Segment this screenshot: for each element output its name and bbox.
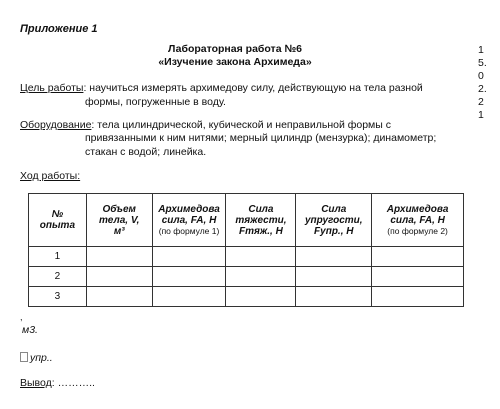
- aim-line-2: формы, погруженные в воду.: [85, 96, 226, 108]
- table-cell: [86, 247, 152, 267]
- aim-label: Цель работы: [20, 82, 84, 94]
- equipment-line-1: [20, 119, 391, 131]
- elastic-force-label: упр..: [30, 352, 53, 364]
- margin-numbers: [478, 44, 487, 122]
- header-note: (по формуле 1): [158, 225, 220, 236]
- table-cell: [296, 267, 372, 287]
- appendix-label: Приложение 1: [20, 23, 98, 35]
- header-line: упругости,: [304, 214, 363, 226]
- equipment-label: Оборудование: [20, 119, 92, 131]
- header-line: Объем: [102, 203, 136, 215]
- equipment-line-2: привязанными к ним нитями; мерный цилиндр (мензурка); динамометр;: [85, 132, 437, 144]
- stray-comma: ,: [20, 312, 23, 322]
- table-cell: [152, 247, 226, 267]
- header-line: Fтяж., Н: [239, 225, 283, 237]
- header-line: сила, FA, Н: [390, 214, 445, 226]
- header-line: опыта: [39, 220, 76, 231]
- header-experiment-number: [29, 194, 87, 247]
- table-cell: [152, 287, 226, 307]
- lab-title: Лабораторная работа №6: [167, 43, 302, 55]
- table-cell: [86, 287, 152, 307]
- table-cell: 2: [29, 267, 87, 287]
- header-volume: [86, 194, 152, 247]
- table-row: [29, 267, 464, 287]
- margin-number: 2: [478, 96, 484, 108]
- header-archimedes-force-1: [152, 194, 226, 247]
- header-archimedes-force-2: [372, 194, 464, 247]
- table-cell: [226, 247, 296, 267]
- missing-glyph-icon: [20, 352, 28, 362]
- header-line: Сила: [321, 203, 347, 215]
- table-cell: [372, 267, 464, 287]
- volume-unit-text: м3.: [22, 324, 38, 336]
- table-cell: [226, 267, 296, 287]
- table-cell: [372, 247, 464, 267]
- table-cell: [152, 267, 226, 287]
- header-line: Сила: [248, 203, 274, 215]
- header-line: сила, FA, Н: [161, 214, 217, 226]
- aim-text: : научиться измерять архимедову силу, действующую на тела разной: [83, 82, 423, 94]
- elastic-force-text: [20, 352, 53, 364]
- equipment-text: : тела цилиндрической, кубической и неправильной формы с: [91, 119, 391, 131]
- table-row: [29, 287, 464, 307]
- margin-number: 1: [478, 44, 484, 56]
- header-elastic-force: [296, 194, 372, 247]
- procedure-label: Ход работы:: [20, 170, 81, 182]
- conclusion-label: Вывод: [20, 377, 52, 389]
- table-cell: 1: [29, 247, 87, 267]
- table-cell: [226, 287, 296, 307]
- header-line: Архимедова: [386, 203, 449, 215]
- aim-line-1: [20, 82, 423, 94]
- conclusion-line: [20, 377, 95, 389]
- lab-subtitle: «Изучение закона Архимеда»: [158, 56, 312, 68]
- table-cell: [296, 247, 372, 267]
- table-header-row: [29, 194, 464, 247]
- header-gravity-force: [226, 194, 296, 247]
- margin-number: 5.: [478, 57, 487, 69]
- header-line: м³: [113, 225, 125, 237]
- header-line: Архимедова: [158, 203, 220, 215]
- table-cell: [296, 287, 372, 307]
- results-table: [28, 193, 464, 307]
- table-row: [29, 247, 464, 267]
- table-cell: [372, 287, 464, 307]
- header-line: тяжести,: [235, 214, 287, 226]
- equipment-line-3: стакан с водой; линейка.: [85, 146, 207, 158]
- conclusion-tail: : ………..: [51, 377, 95, 389]
- table-cell: 3: [29, 287, 87, 307]
- header-note: (по формуле 2): [387, 225, 448, 236]
- header-line: Fупр., Н: [314, 225, 354, 237]
- margin-number: 1: [478, 109, 484, 121]
- header-line: тела, V,: [99, 214, 140, 226]
- margin-number: 2.: [478, 83, 487, 95]
- header-line: №: [51, 209, 64, 220]
- margin-number: 0: [478, 70, 484, 82]
- table-cell: [86, 267, 152, 287]
